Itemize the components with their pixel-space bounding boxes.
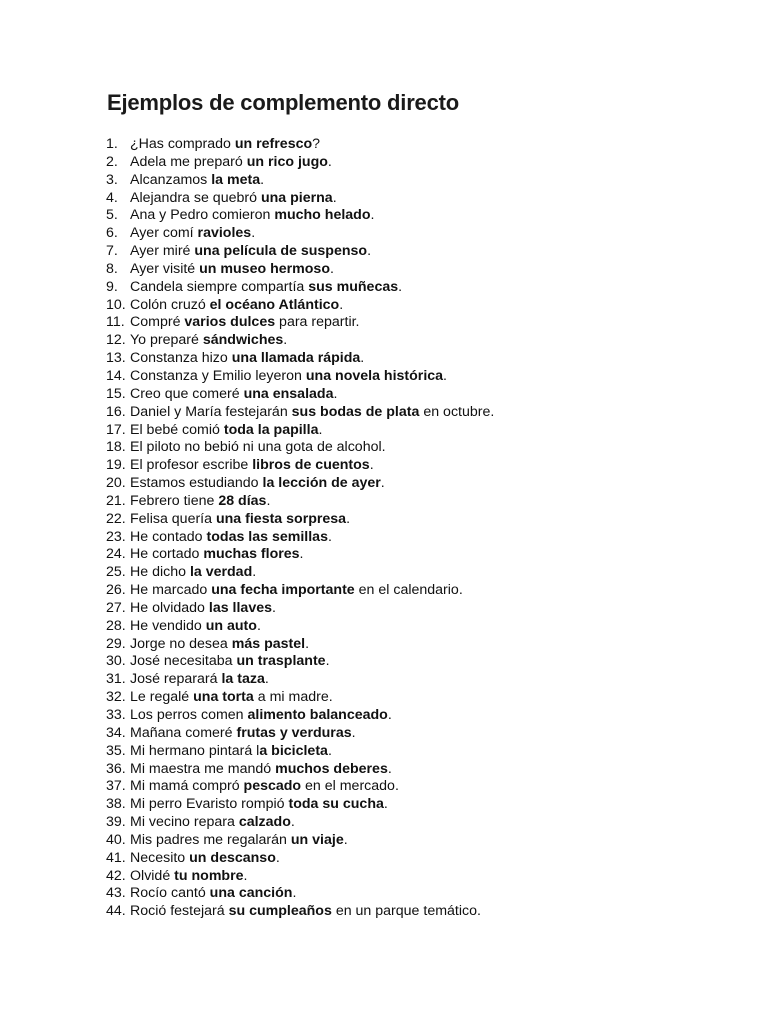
list-item	[106, 190, 726, 208]
item-number: 25.	[106, 564, 126, 581]
page-title: Ejemplos de complemento directo	[107, 90, 459, 115]
sentence-text: .	[264, 671, 269, 688]
sentence-text: ?	[312, 136, 321, 152]
item-text	[130, 475, 385, 493]
item-text	[130, 493, 270, 511]
sentence-text: .	[332, 189, 337, 206]
direct-object-text: las llaves	[208, 599, 272, 616]
sentence-text: Roció festejará	[130, 903, 229, 920]
direct-object-text: calzado	[238, 814, 291, 831]
sentence-text: .	[343, 831, 348, 848]
item-number: 16.	[106, 403, 126, 420]
list-item	[106, 154, 726, 172]
direct-object-text: un descanso	[189, 849, 276, 866]
sentence-text: .	[330, 260, 334, 277]
item-number: 30.	[106, 653, 126, 670]
sentence-text: en un parque temático.	[331, 903, 481, 920]
list-item	[106, 279, 726, 297]
list-item	[106, 136, 726, 154]
item-text	[130, 261, 334, 279]
sentence-text: Mi vecino repara	[130, 814, 239, 831]
item-number: 11.	[106, 314, 125, 331]
list-item	[106, 422, 726, 440]
sentence-text: para repartir.	[275, 314, 360, 331]
item-number: 43.	[106, 885, 126, 902]
sentence-text: .	[251, 225, 256, 242]
direct-object-text: más pastel	[231, 635, 306, 652]
sentence-text: .	[283, 332, 288, 349]
sentence-text: He olvidado	[130, 599, 209, 616]
list-item	[106, 439, 726, 457]
item-number: 12.	[106, 332, 126, 349]
sentence-text: Felisa quería	[130, 510, 216, 527]
item-number: 19.	[106, 457, 126, 474]
direct-object-text: toda la papilla	[223, 421, 319, 438]
item-text	[130, 314, 360, 332]
direct-object-text: libros de cuentos	[252, 457, 370, 474]
sentence-text: .	[443, 367, 447, 384]
direct-object-text: el océano Atlántico	[209, 296, 340, 313]
item-number: 18.	[106, 439, 126, 456]
list-item	[106, 261, 726, 279]
list-item	[106, 636, 726, 654]
item-number: 37.	[106, 778, 126, 795]
direct-object-text: pescado	[243, 778, 302, 795]
list-item	[106, 529, 726, 547]
direct-object-text: alimento balanceado	[247, 707, 388, 723]
item-number: 5.	[106, 207, 118, 224]
sentence-text: Rocío cantó	[130, 885, 210, 902]
direct-object-text: la verdad	[189, 564, 253, 581]
sentence-text: Mi mamá compró	[130, 778, 244, 795]
item-text	[130, 850, 280, 868]
list-item	[106, 671, 726, 689]
item-number: 23.	[106, 528, 126, 545]
sentence-text: Ana y Pedro comieron	[130, 207, 275, 224]
item-text	[130, 564, 256, 582]
list-item	[106, 707, 726, 725]
sentence-text: .	[369, 457, 374, 474]
sentence-text: José reparará	[130, 671, 222, 688]
item-text	[130, 511, 350, 529]
sentence-text: El piloto no bebió ni una gota de alcohol.	[130, 439, 386, 456]
item-text	[130, 386, 337, 404]
item-text	[130, 279, 402, 297]
sentence-text: en el calendario.	[354, 582, 463, 599]
list-item	[106, 350, 726, 368]
list-item	[106, 297, 726, 315]
list-item	[106, 832, 726, 850]
item-number: 24.	[106, 546, 126, 563]
list-item	[106, 546, 726, 564]
item-number: 15.	[106, 385, 126, 402]
sentence-text: ¿Has comprado	[130, 136, 235, 152]
item-text	[130, 225, 255, 243]
item-text	[130, 689, 333, 707]
item-text	[130, 439, 386, 457]
item-text	[130, 653, 330, 671]
direct-object-text: la taza	[221, 671, 265, 688]
sentence-text: Ayer visité	[130, 260, 200, 277]
direct-object-text: a bicicleta	[259, 742, 328, 759]
sentence-text: Daniel y María festejarán	[130, 403, 292, 420]
item-number: 40.	[106, 831, 126, 848]
sentence-text: Necesito	[130, 849, 190, 866]
sentence-text: .	[243, 867, 248, 884]
list-item	[106, 457, 726, 475]
sentence-text: El bebé comió	[130, 421, 224, 438]
item-number: 22.	[106, 510, 126, 527]
sentence-text: .	[318, 421, 323, 438]
item-number: 9.	[106, 278, 118, 295]
list-item	[106, 511, 726, 529]
item-text	[130, 707, 392, 725]
sentence-text: .	[387, 707, 392, 723]
direct-object-text: una llamada rápida	[231, 350, 361, 367]
list-item	[106, 743, 726, 761]
sentence-text: Ayer comí	[130, 225, 198, 242]
item-number: 26.	[106, 582, 126, 599]
item-number: 39.	[106, 814, 126, 831]
sentence-text: en octubre.	[419, 403, 495, 420]
list-item	[106, 564, 726, 582]
sentence-text: Le regalé	[130, 689, 194, 706]
item-number: 35.	[106, 742, 126, 759]
direct-object-text: una canción	[209, 885, 293, 902]
direct-object-text: mucho helado	[274, 207, 371, 224]
sentence-text: Adela me preparó	[130, 153, 247, 170]
sentence-text: en el mercado.	[301, 778, 399, 795]
sentence-text: .	[327, 528, 332, 545]
direct-object-text: ravioles	[197, 225, 252, 242]
direct-object-text: un trasplante	[236, 653, 326, 670]
item-number: 2.	[106, 153, 118, 170]
sentence-text: Mañana comeré	[130, 724, 237, 741]
list-item	[106, 814, 726, 832]
sentence-text: Colón cruzó	[130, 296, 210, 313]
list-item	[106, 493, 726, 511]
list-item	[106, 850, 726, 868]
item-number: 4.	[106, 189, 118, 206]
item-number: 13.	[106, 350, 126, 367]
direct-object-text: un refresco	[234, 136, 313, 152]
item-text	[130, 725, 356, 743]
item-text	[130, 778, 399, 796]
item-text	[130, 207, 374, 225]
direct-object-text: una pierna	[260, 189, 333, 206]
sentence-text: Febrero tiene	[130, 492, 219, 509]
sentence-text: .	[387, 760, 392, 777]
item-number: 3.	[106, 171, 118, 188]
sentence-text: .	[333, 385, 338, 402]
list-item	[106, 475, 726, 493]
list-item	[106, 796, 726, 814]
sentence-text: José necesitaba	[130, 653, 237, 670]
sentence-text: Estamos estudiando	[130, 475, 263, 492]
sentence-text: a mi madre.	[253, 689, 333, 706]
item-number: 21.	[106, 492, 126, 509]
sentence-text: .	[266, 492, 271, 509]
direct-object-text: 28 días	[218, 492, 267, 509]
sentence-text: Mis padres me regalarán	[130, 831, 291, 848]
sentence-text: .	[260, 171, 265, 188]
direct-object-text: muchas flores	[203, 546, 300, 563]
sentence-text: Yo preparé	[130, 332, 203, 349]
item-text	[130, 761, 392, 779]
item-number: 38.	[106, 796, 126, 813]
item-text	[130, 743, 332, 761]
direct-object-text: su cumpleaños	[228, 903, 332, 920]
sentence-text: Ayer miré	[130, 243, 195, 260]
item-text	[130, 368, 447, 386]
item-number: 1.	[106, 136, 118, 152]
item-text	[130, 297, 343, 315]
item-number: 28.	[106, 617, 126, 634]
item-number: 32.	[106, 689, 126, 706]
sentence-text: Alcanzamos	[130, 171, 212, 188]
direct-object-text: sus muñecas	[308, 278, 399, 295]
item-text	[130, 868, 247, 886]
sentence-text: .	[351, 724, 356, 741]
list-item	[106, 172, 726, 190]
direct-object-text: la meta	[211, 171, 261, 188]
sentence-text: .	[272, 599, 276, 616]
item-text	[130, 618, 261, 636]
list-item	[106, 885, 726, 903]
sentence-text: .	[299, 546, 304, 563]
item-number: 29.	[106, 635, 126, 652]
item-number: 42.	[106, 867, 126, 884]
list-item	[106, 725, 726, 743]
sentence-text: .	[346, 510, 351, 527]
sentence-text: .	[383, 796, 388, 813]
item-text	[130, 457, 374, 475]
sentence-text: He marcado	[130, 582, 212, 599]
item-text	[130, 190, 337, 208]
sentence-text: Jorge no desea	[130, 635, 232, 652]
sentence-text: Creo que comeré	[130, 385, 244, 402]
direct-object-text: sándwiches	[202, 332, 284, 349]
sentence-text: .	[380, 475, 385, 492]
sentence-text: Constanza y Emilio leyeron	[130, 367, 306, 384]
item-text	[130, 885, 296, 903]
item-text	[130, 903, 481, 921]
sentence-text: Compré	[130, 314, 185, 331]
direct-object-text: tu nombre	[174, 867, 244, 884]
direct-object-text: una película de suspenso	[194, 243, 368, 260]
list-item	[106, 903, 726, 921]
direct-object-text: una torta	[193, 689, 254, 706]
item-text	[130, 671, 269, 689]
list-item	[106, 368, 726, 386]
sentence-text: Mi perro Evaristo rompió	[130, 796, 289, 813]
item-number: 33.	[106, 707, 126, 723]
item-text	[130, 832, 348, 850]
item-text	[130, 582, 463, 600]
item-text	[130, 154, 332, 172]
sentence-text: El profesor escribe	[130, 457, 253, 474]
list-item	[106, 582, 726, 600]
direct-object-text: una fiesta sorpresa	[215, 510, 347, 527]
item-number: 34.	[106, 724, 126, 741]
sentence-text: Mi hermano pintará l	[130, 742, 260, 759]
list-item	[106, 404, 726, 422]
direct-object-text: sus bodas de plata	[291, 403, 420, 420]
sentence-text: He dicho	[130, 564, 190, 581]
sentence-text: .	[398, 278, 403, 295]
direct-object-text: la lección de ayer	[262, 475, 381, 492]
sentence-text: .	[370, 207, 375, 224]
direct-object-text: todas las semillas	[206, 528, 328, 545]
item-text	[130, 243, 371, 261]
list-item	[106, 225, 726, 243]
item-number: 6.	[106, 225, 118, 242]
item-text	[130, 332, 287, 350]
direct-object-text: toda su cucha	[288, 796, 384, 813]
list-item	[106, 207, 726, 225]
list-item	[106, 761, 726, 779]
item-number: 44.	[106, 903, 126, 920]
examples-list	[106, 136, 726, 921]
item-text	[130, 636, 309, 654]
direct-object-text: una ensalada	[243, 385, 334, 402]
sentence-text: Mi maestra me mandó	[130, 760, 276, 777]
direct-object-text: muchos deberes	[275, 760, 388, 777]
item-number: 7.	[106, 243, 118, 260]
item-number: 27.	[106, 599, 126, 616]
list-item	[106, 243, 726, 261]
list-item	[106, 386, 726, 404]
item-number: 20.	[106, 475, 126, 492]
sentence-text: .	[305, 635, 310, 652]
item-text	[130, 546, 304, 564]
list-item	[106, 332, 726, 350]
item-number: 8.	[106, 260, 118, 277]
list-item	[106, 778, 726, 796]
item-number: 36.	[106, 760, 126, 777]
list-item	[106, 314, 726, 332]
item-text	[130, 172, 264, 190]
item-text	[130, 422, 322, 440]
sentence-text: .	[360, 350, 365, 367]
sentence-text: .	[367, 243, 372, 260]
list-item	[106, 868, 726, 886]
sentence-text: .	[327, 153, 332, 170]
item-text	[130, 529, 332, 547]
sentence-text: .	[339, 296, 344, 313]
sentence-text: .	[290, 814, 295, 831]
item-text	[130, 600, 276, 618]
direct-object-text: frutas y verduras	[236, 724, 352, 741]
list-item	[106, 618, 726, 636]
item-text	[130, 350, 364, 368]
item-number: 10.	[106, 296, 126, 313]
sentence-text: He cortado	[130, 546, 204, 563]
list-item	[106, 653, 726, 671]
sentence-text: Olvidé	[130, 867, 175, 884]
sentence-text: .	[256, 617, 261, 634]
direct-object-text: un auto	[205, 617, 257, 634]
sentence-text: Alejandra se quebró	[130, 189, 261, 206]
item-text	[130, 404, 494, 422]
item-text	[130, 136, 320, 154]
item-number: 41.	[106, 849, 126, 866]
sentence-text: Candela siempre compartía	[130, 278, 309, 295]
list-item	[106, 600, 726, 618]
sentence-text: .	[292, 885, 297, 902]
sentence-text: .	[275, 849, 280, 866]
direct-object-text: un rico jugo	[246, 153, 328, 170]
direct-object-text: un viaje	[290, 831, 344, 848]
item-number: 31.	[106, 671, 126, 688]
sentence-text: Los perros comen	[130, 707, 248, 723]
sentence-text: .	[252, 564, 257, 581]
item-text	[130, 796, 388, 814]
direct-object-text: una novela histórica	[305, 367, 444, 384]
list-item	[106, 689, 726, 707]
sentence-text: .	[327, 742, 332, 759]
sentence-text: Constanza hizo	[130, 350, 232, 367]
direct-object-text: un museo hermoso	[199, 260, 330, 277]
item-number: 14.	[106, 367, 126, 384]
direct-object-text: una fecha importante	[211, 582, 355, 599]
direct-object-text: varios dulces	[184, 314, 276, 331]
sentence-text: He vendido	[130, 617, 206, 634]
item-text	[130, 814, 295, 832]
sentence-text: .	[325, 653, 330, 670]
sentence-text: He contado	[130, 528, 207, 545]
item-number: 17.	[106, 421, 126, 438]
